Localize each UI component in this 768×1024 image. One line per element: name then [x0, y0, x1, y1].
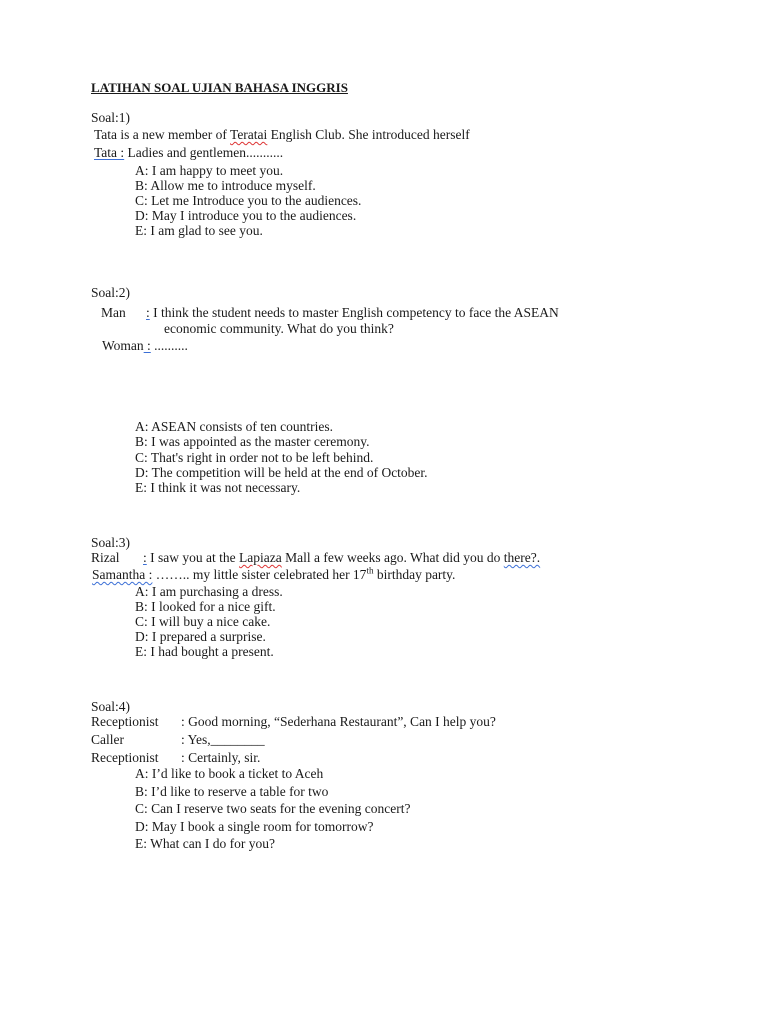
question-4-line-1: : Good morning, “Sederhana Restaurant”, Can I help you?	[181, 714, 496, 729]
question-3-label: Soal:3)	[91, 535, 130, 550]
question-1-dialog: Tata : Ladies and gentlemen...........	[94, 145, 284, 160]
option-3b: B: I looked for a nice gift.	[135, 599, 276, 614]
question-4-speaker-2: Caller	[91, 732, 124, 747]
option-4a: A: I’d like to book a ticket to Aceh	[135, 766, 324, 781]
option-1c: C: Let me Introduce you to the audiences.	[135, 193, 362, 208]
question-3-line-samantha: Samantha : …….. my little sister celebrated her 17th birthday party.	[92, 565, 456, 582]
option-2a: A: ASEAN consists of ten countries.	[135, 419, 333, 434]
option-3e: E: I had bought a present.	[135, 644, 274, 659]
option-4c: C: Can I reserve two seats for the evening concert?	[135, 801, 411, 816]
page-title: LATIHAN SOAL UJIAN BAHASA INGGRIS	[91, 80, 348, 95]
option-2e: E: I think it was not necessary.	[135, 480, 301, 495]
option-4b: B: I’d like to reserve a table for two	[135, 784, 329, 799]
question-1-label: Soal:1)	[91, 110, 130, 125]
option-1e: E: I am glad to see you.	[135, 223, 263, 238]
option-4d: D: May I book a single room for tomorrow?	[135, 819, 374, 834]
option-2d: D: The competition will be held at the end of October.	[135, 465, 428, 480]
option-1a: A: I am happy to meet you.	[135, 163, 284, 178]
question-2-line-woman: Woman : ..........	[102, 338, 188, 353]
option-1d: D: May I introduce you to the audiences.	[135, 208, 357, 223]
question-3-speaker-rizal: Rizal	[91, 550, 120, 565]
option-1b: B: Allow me to introduce myself.	[135, 178, 316, 193]
question-2-speaker-man: Man	[101, 305, 126, 320]
option-2c: C: That's right in order not to be left behind.	[135, 450, 374, 465]
question-4-speaker-3: Receptionist	[91, 750, 159, 765]
question-4-label: Soal:4)	[91, 699, 130, 714]
question-4-line-3: : Certainly, sir.	[181, 750, 261, 765]
option-3d: D: I prepared a surprise.	[135, 629, 266, 644]
question-2-label: Soal:2)	[91, 285, 130, 300]
question-4-speaker-1: Receptionist	[91, 714, 159, 729]
option-3a: A: I am purchasing a dress.	[135, 584, 283, 599]
question-4-line-2: : Yes,________	[181, 732, 265, 747]
option-4e: E: What can I do for you?	[135, 836, 275, 851]
question-3-line-rizal: : I saw you at the Lapiaza Mall a few weeks ago. What did you do there?.	[143, 550, 541, 565]
question-2-line-man: : I think the student needs to master English competency to face the ASEAN	[146, 305, 559, 320]
question-2-line-man-cont: economic community. What do you think?	[164, 321, 394, 336]
option-2b: B: I was appointed as the master ceremony.	[135, 434, 370, 449]
option-3c: C: I will buy a nice cake.	[135, 614, 271, 629]
question-1-intro: Tata is a new member of Teratai English Club. She introduced herself	[94, 127, 470, 142]
